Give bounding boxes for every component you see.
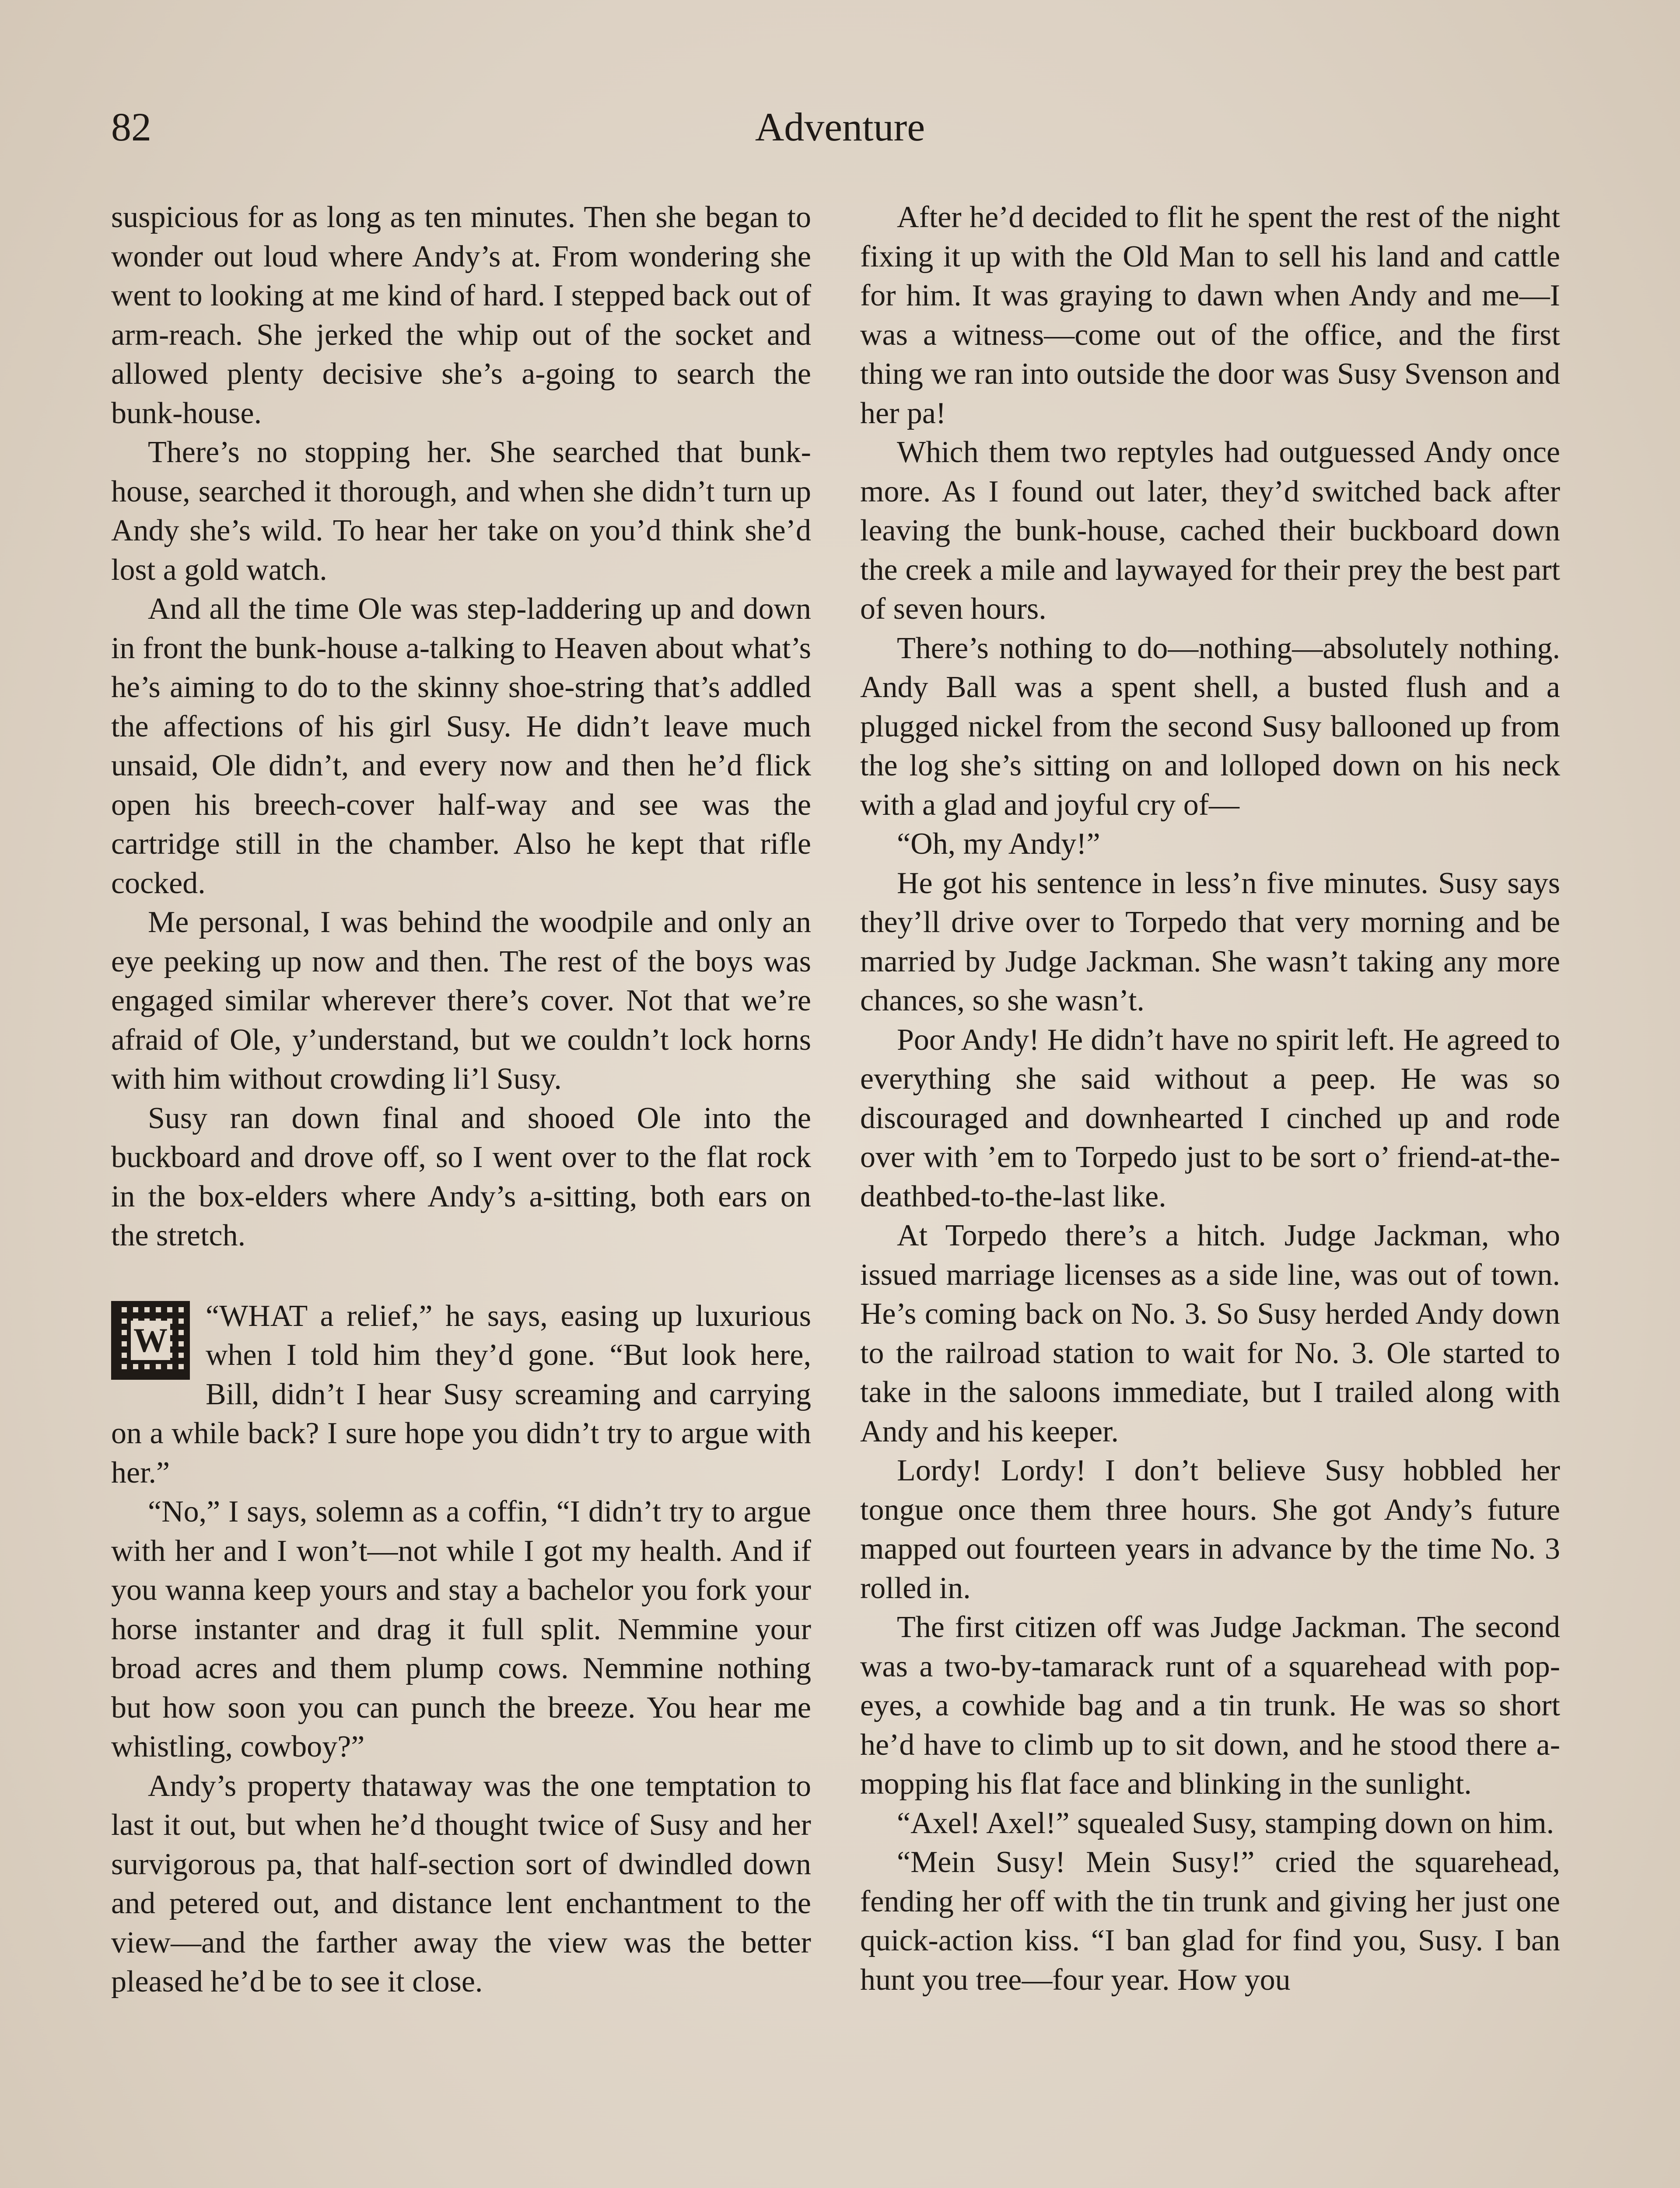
paragraph: suspicious for as long as ten minutes. Then she began to wonder out loud where Andy’s at. From wondering she went to looking at me kind of hard. I stepped back out of arm-reach. She jerked the whip out of the socket and allowed plenty decisive she’s a-going to search the bunk-house. bbox=[111, 200, 811, 430]
paragraph: Which them two reptyles had outguessed Andy once more. As I found out later, they’d switched back after leaving the bunk-house, cached their buckboard down the creek a mile and laywayed for their prey the best part of seven hours. bbox=[860, 435, 1560, 626]
paragraph: “Oh, my Andy!” bbox=[897, 827, 1100, 861]
paragraph: Poor Andy! He didn’t have no spirit left. He agreed to everything she said without a peep. He was so discouraged and downhearted I cinched up and rode over with ’em to Torpedo just to be sort o’ friend-at-the-deathbed-to-the-last like. bbox=[860, 1023, 1560, 1213]
ornamental-dropcap bbox=[111, 1301, 190, 1380]
paragraph: There’s nothing to do—nothing—absolutely nothing. Andy Ball was a spent shell, a busted flush and a plugged nickel from the second Susy ballooned up from the log she’s sitting on and lolloped down on his neck with a glad and joyful cry of— bbox=[860, 631, 1560, 822]
paragraph: “No,” I says, solemn as a coffin, “I didn’t try to argue with her and I won’t—not while I got my health. And if you wanna keep yours and stay a bachelor you fork your horse instanter and drag it full split. Nemmine your broad acres and them plump cows. Nemmine nothing but how soon you can punch the breeze. You hear me whistling, cowboy?” bbox=[111, 1495, 811, 1764]
paragraph: After he’d decided to flit he spent the rest of the night fixing it up with the Old Man to sell his land and cattle for him. It was graying to dawn when Andy and me—I was a witness—come out of the office, and the first thing we ran into outside the door was Susy Svenson and her pa! bbox=[860, 200, 1560, 430]
paragraph: “Mein Susy! Mein Susy!” cried the squarehead, fending her off with the tin trunk and giving her just one quick-action kiss. “I ban glad for find you, Susy. I ban hunt you tree—four year. How you bbox=[860, 1845, 1560, 1997]
paragraph: Lordy! Lordy! I don’t believe Susy hobbled her tongue once them three hours. She got Andy’s future mapped out fourteen years in advance by the time No. 3 rolled in. bbox=[860, 1454, 1560, 1605]
dropcap-letter: W bbox=[131, 1321, 170, 1360]
paragraph: “Axel! Axel!” squealed Susy, stamping down on him. bbox=[897, 1806, 1554, 1840]
paragraph: Susy ran down final and shooed Ole into the buckboard and drove off, so I went over to the flat rock in the box-elders where Andy’s a-sitting, both ears on the stretch. bbox=[111, 1101, 811, 1252]
paragraph: At Torpedo there’s a hitch. Judge Jackman, who issued marriage licenses as a side line, was out of town. He’s coming back on No. 3. So Susy herded Andy down to the railroad station to wait for No. 3. Ole started to take in the saloons immediate, but I trailed along with Andy and his keeper. bbox=[860, 1219, 1560, 1448]
paragraph: He got his sentence in less’n five minutes. Susy says they’ll drive over to Torpedo that very morning and be married by Judge Jackman. She wasn’t taking any more chances, so she wasn’t. bbox=[860, 866, 1560, 1017]
dropcap-paragraph-text: “WHAT a relief,” he says, easing up luxurious when I told him they’d gone. “But look here, Bill, didn’t I hear Susy screaming and carrying on a while back? I sure hope you didn’t try to argue with her.” bbox=[111, 1299, 811, 1490]
paragraph: Me personal, I was behind the woodpile and only an eye peeking up now and then. The rest of the boys was engaged similar wherever there’s cover. Not that we’re afraid of Ole, y’understand, but we couldn’t lock horns with him without crowding li’l Susy. bbox=[111, 905, 811, 1096]
paragraph: Andy’s property thataway was the one temptation to last it out, but when he’d thought twice of Susy and her survigorous pa, that half-section sort of dwindled down and petered out, and distance lent enchantment to the view—and the farther away the view was the better pleased he’d be to see it close. bbox=[111, 1769, 811, 1999]
dropcap-paragraph bbox=[111, 1297, 811, 1493]
left-column bbox=[111, 198, 811, 2002]
paragraph: There’s no stopping her. She searched that bunk-house, searched it thorough, and when she didn’t turn up Andy she’s wild. To hear her take on you’d think she’d lost a gold watch. bbox=[111, 435, 811, 587]
paragraph: The first citizen off was Judge Jackman. The second was a two-by-tamarack runt of a squarehead with pop-eyes, a cowhide bag and a tin trunk. He was so short he’d have to climb up to sit down, and he stood there a-mopping his flat face and blinking in the sunlight. bbox=[860, 1610, 1560, 1801]
paragraph: And all the time Ole was step-laddering up and down in front the bunk-house a-talking to Heaven about what’s he’s aiming to do to the skinny shoe-string that’s addled the affections of his girl Susy. He didn’t leave much unsaid, Ole didn’t, and every now and then he’d flick open his breech-cover half-way and see was the cartridge still in the chamber. Also he kept that rifle cocked. bbox=[111, 592, 811, 900]
page-header bbox=[111, 101, 1569, 162]
running-title: Adventure bbox=[755, 105, 925, 149]
right-column bbox=[860, 198, 1560, 1999]
section-break bbox=[111, 1255, 811, 1297]
page-number: 82 bbox=[111, 105, 151, 149]
